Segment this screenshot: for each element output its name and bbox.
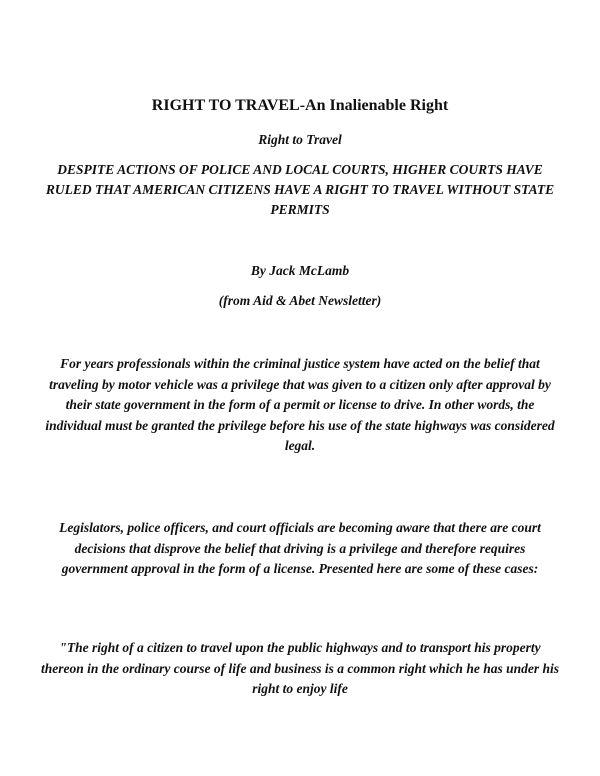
- source-note: (from Aid & Abet Newsletter): [218, 293, 382, 308]
- paragraph-1: For years professionals within the criminal justice system have acted on the belief that traveling by motor vehicle was a privilege that was given to a citizen only after approval by their state government in the form of a permit or license to drive. In other words, the individual must be granted the privilege before his use of the state highways was considered legal.: [45, 356, 555, 453]
- author-byline: By Jack McLamb: [250, 263, 350, 278]
- document-headline: DESPITE ACTIONS OF POLICE AND LOCAL COURTS, HIGHER COURTS HAVE RULED THAT AMERICAN CITIZENS HAVE A RIGHT TO TRAVEL WITHOUT STATE PERMITS: [45, 162, 555, 217]
- document-title: RIGHT TO TRAVEL-An Inalienable Right: [151, 97, 449, 114]
- paragraph-3: "The right of a citizen to travel upon the public highways and to transport his property thereon in the ordinary course of life and business is a common right which he has under his right to enjoy life: [41, 640, 559, 696]
- document-subtitle: Right to Travel: [258, 132, 342, 147]
- paragraph-2: Legislators, police officers, and court officials are becoming aware that there are court decisions that disprove the belief that driving is a privilege and therefore requires government approval in the form of a license. Presented here are some of these cases:: [59, 520, 541, 576]
